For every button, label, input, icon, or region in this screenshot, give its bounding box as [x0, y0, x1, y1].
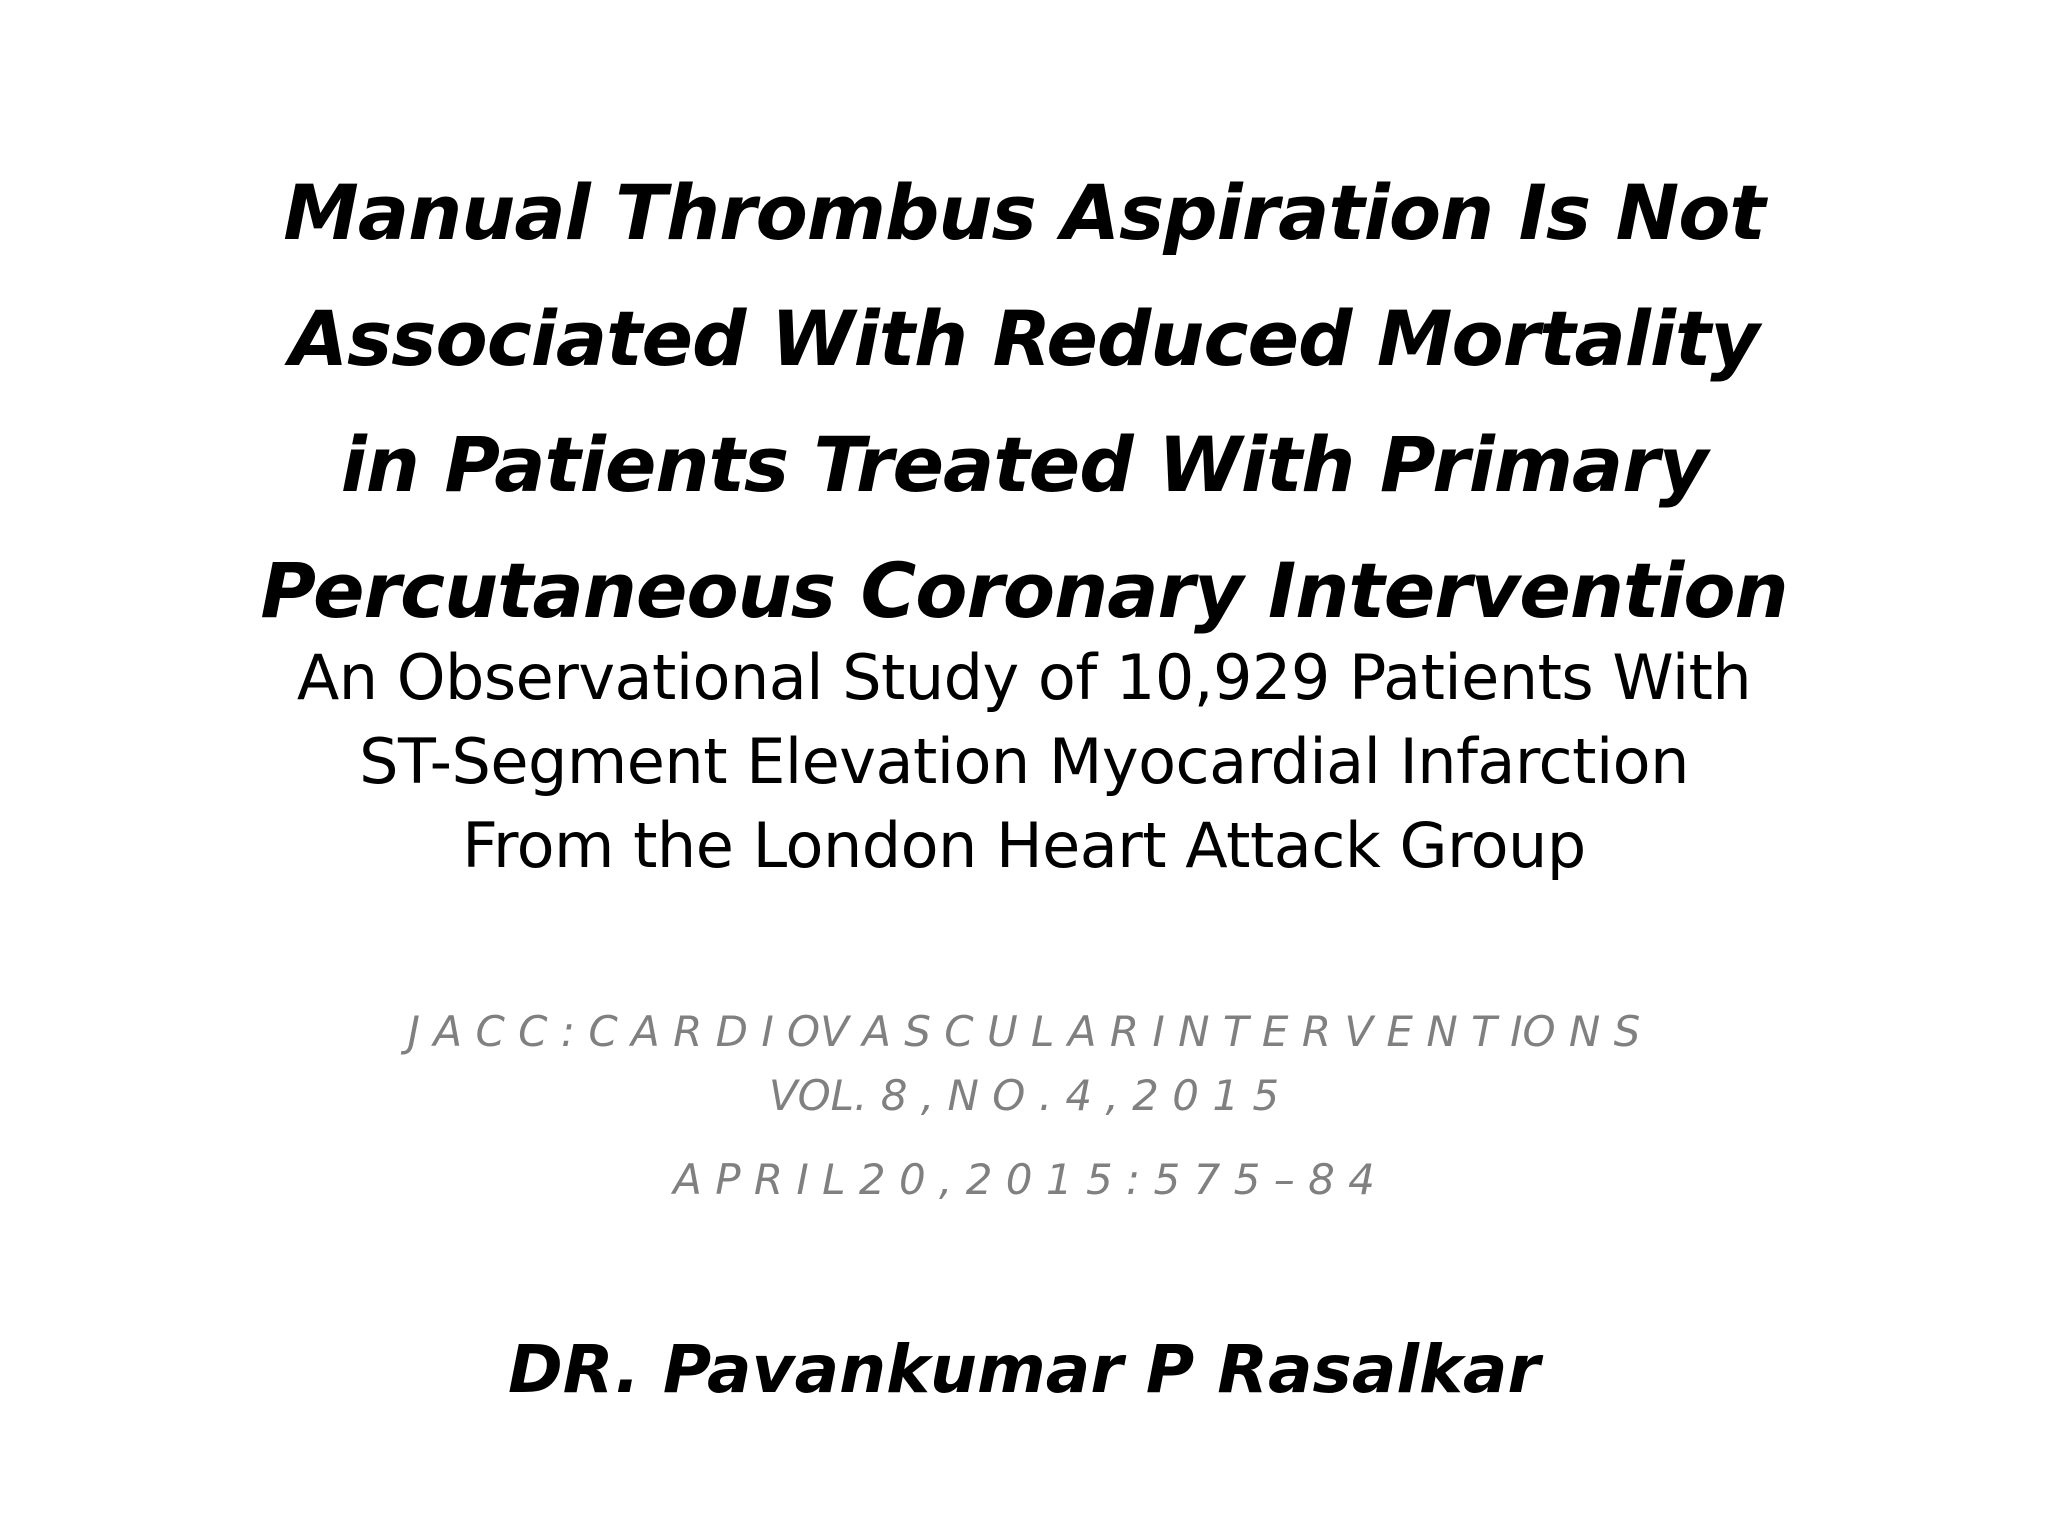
- citation-volume: VOL. 8 , N O . 4 , 2 0 1 5: [768, 1071, 1280, 1120]
- subtitle-line-2: ST-Segment Elevation Myocardial Infarction: [359, 725, 1689, 798]
- citation-date-pages: A P R I L 2 0 , 2 0 1 5 : 5 7 5 – 8 4: [673, 1155, 1375, 1204]
- journal-citation: [160, 1000, 1888, 1212]
- slide-title: [160, 150, 1888, 654]
- citation-journal: J A C C : C A R D I OV A S C U L A R I N T E R V E N T IO N S: [407, 1007, 1641, 1056]
- subtitle-line-1: An Observational Study of 10,929 Patients With: [296, 641, 1752, 714]
- presenter-name: DR. Pavankumar P Rasalkar: [508, 1331, 1540, 1408]
- slide-subtitle: [160, 636, 1888, 888]
- title-line-4: Percutaneous Coronary Intervention: [260, 546, 1788, 635]
- subtitle-line-3: From the London Heart Attack Group: [462, 809, 1586, 882]
- title-line-3: in Patients Treated With Primary: [340, 420, 1708, 509]
- title-line-1: Manual Thrombus Aspiration Is Not: [283, 168, 1765, 257]
- title-line-2: Associated With Reduced Mortality: [289, 294, 1759, 383]
